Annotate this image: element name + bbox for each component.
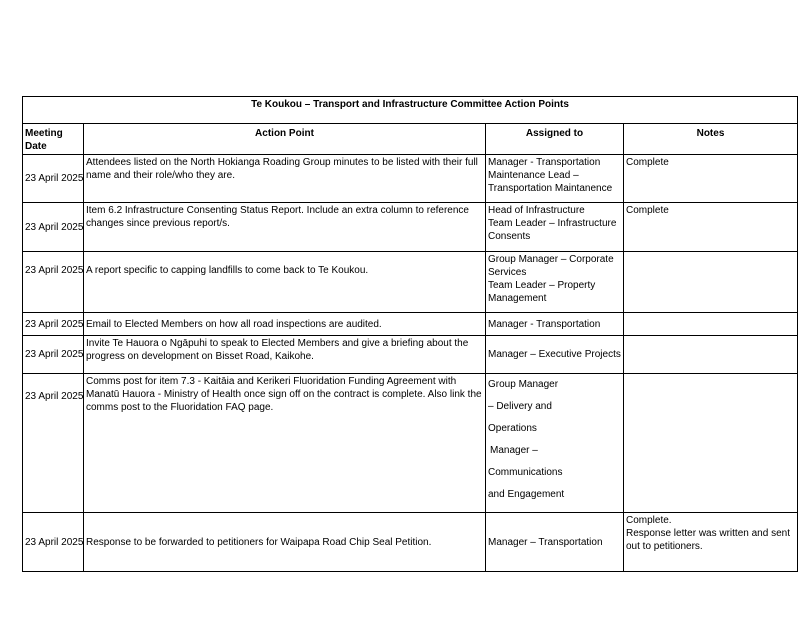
row-action: Attendees listed on the North Hokianga Roading Group minutes to be listed with their full name and their role/who they are. <box>84 155 486 203</box>
row-assigned <box>486 513 624 572</box>
row-date: 23 April 2025 <box>23 513 84 572</box>
row-notes <box>624 313 798 336</box>
row-assigned <box>486 313 624 336</box>
note-text: Complete <box>626 157 669 168</box>
note-text: Response letter was written and sent out to petitioners. <box>626 528 790 552</box>
row-assigned <box>486 252 624 313</box>
assignee: Manager – Transportation <box>488 536 603 548</box>
row-assigned <box>486 203 624 252</box>
row-action: Response to be forwarded to petitioners for Waipapa Road Chip Seal Petition. <box>84 513 486 572</box>
header-assigned-to: Assigned to <box>486 124 624 155</box>
row-action: Item 6.2 Infrastructure Consenting Status Report. Include an extra column to reference changes since previous report/s. <box>84 203 486 252</box>
row-notes <box>624 513 798 572</box>
action-points-table <box>22 96 798 572</box>
header-notes: Notes <box>624 124 798 155</box>
row-action: Email to Elected Members on how all road inspections are audited. <box>84 313 486 336</box>
assignee: Team Leader – Infrastructure Consents <box>488 218 617 242</box>
row-date: 23 April 2025 <box>23 313 84 336</box>
table-title: Te Koukou – Transport and Infrastructure Committee Action Points <box>23 97 798 124</box>
assignee: Head of Infrastructure <box>488 205 585 216</box>
table-row <box>23 252 798 313</box>
assignee: Manager – Executive Projects <box>488 349 621 360</box>
header-row <box>23 124 798 155</box>
row-assigned <box>486 374 624 513</box>
row-action: Comms post for item 7.3 - Kaitāia and Kerikeri Fluoridation Funding Agreement with Manatū Hauora - Ministry of Health once sign off on the contract is complete. Also link the comms post to the Fluoridation FAQ page. <box>84 374 486 513</box>
row-notes <box>624 252 798 313</box>
table-row <box>23 203 798 252</box>
assignee-line: Operations <box>488 423 537 434</box>
table-row <box>23 374 798 513</box>
row-assigned <box>486 336 624 374</box>
assignee: Manager - Transportation <box>488 157 601 168</box>
table-row <box>23 336 798 374</box>
row-date: 23 April 2025 <box>23 252 84 313</box>
header-meeting-date: Meeting Date <box>23 124 84 155</box>
assignee: Manager - Transportation <box>488 318 601 330</box>
row-notes <box>624 155 798 203</box>
row-notes <box>624 336 798 374</box>
assignee-line: – Delivery and <box>488 401 552 412</box>
table-row <box>23 155 798 203</box>
assignee: Team Leader – Property Management <box>488 280 596 304</box>
assignee-line: and Engagement <box>488 489 565 500</box>
row-date: 23 April 2025 <box>23 374 84 513</box>
table-row <box>23 513 798 572</box>
table-row <box>23 313 798 336</box>
row-date: 23 April 2025 <box>23 336 84 374</box>
row-date: 23 April 2025 <box>23 203 84 252</box>
assignee: Maintenance Lead – Transportation Maintanence <box>488 170 613 194</box>
row-date: 23 April 2025 <box>23 155 84 203</box>
row-assigned <box>486 155 624 203</box>
assignee-line: Communications <box>488 467 563 478</box>
assignee: Group Manager – Corporate Services <box>488 254 614 278</box>
assignee-line: Manager – <box>490 445 538 456</box>
header-action-point: Action Point <box>84 124 486 155</box>
row-action: A report specific to capping landfills to come back to Te Koukou. <box>84 252 486 313</box>
row-action: Invite Te Hauora o Ngāpuhi to speak to Elected Members and give a briefing about the progress on development on Bisset Road, Kaikohe. <box>84 336 486 374</box>
row-notes <box>624 203 798 252</box>
note-text: Complete. <box>626 515 672 526</box>
row-notes <box>624 374 798 513</box>
assignee-line: Group Manager <box>488 379 559 390</box>
note-text: Complete <box>626 205 669 216</box>
